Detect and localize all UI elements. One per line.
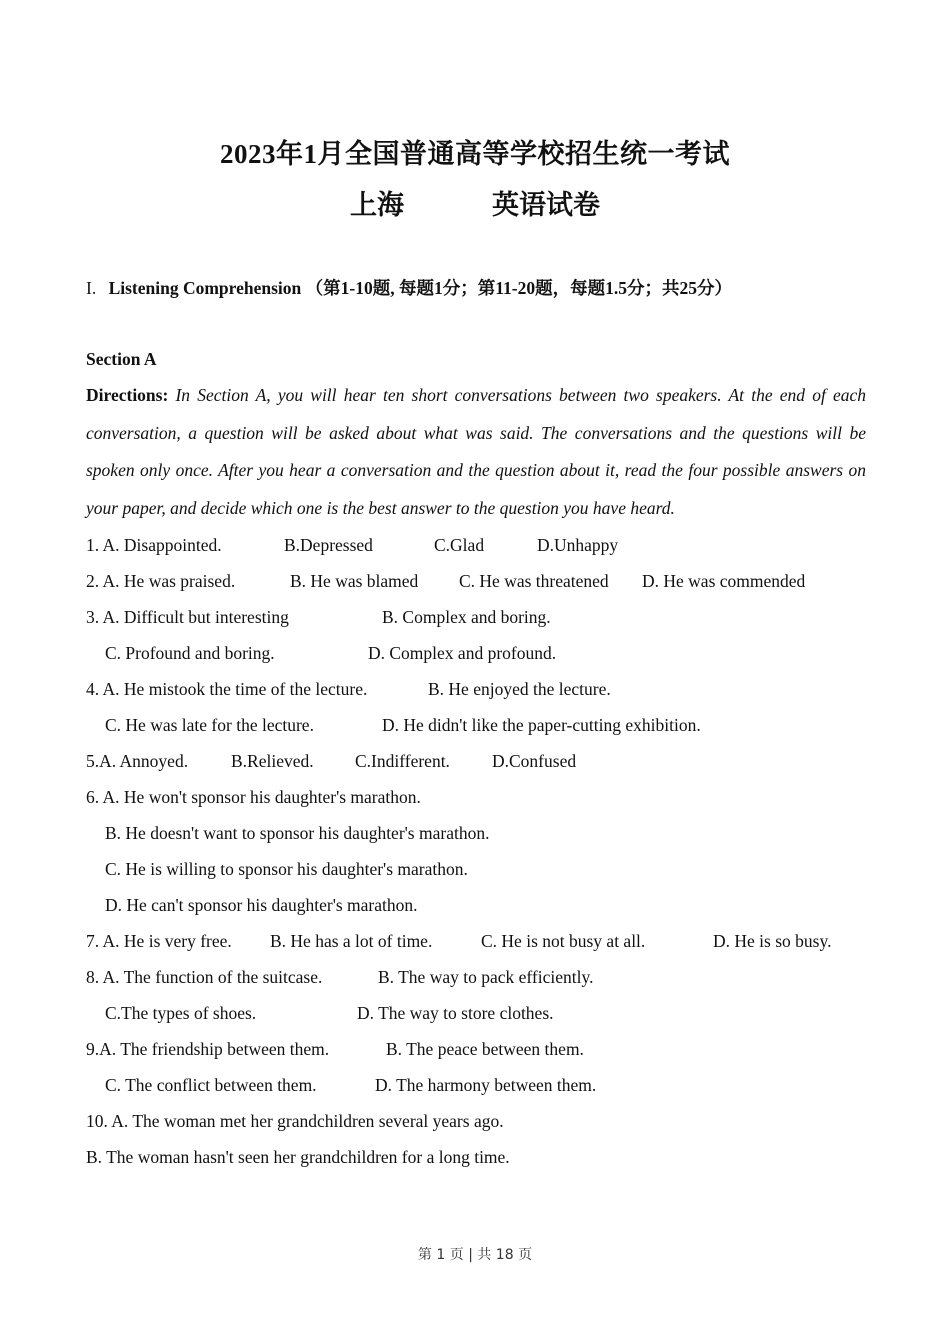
question-6-d: [86, 887, 866, 923]
directions-label: Directions:: [86, 385, 169, 405]
section-number: I.: [86, 278, 97, 298]
question-4: [86, 671, 866, 707]
exam-title: 2023年1月全国普通高等学校招生统一考试: [220, 139, 730, 169]
q5-option-d: D.Confused: [492, 751, 577, 771]
q7-option-c: C. He is not busy at all.: [481, 931, 646, 951]
q8-option-d: D. The way to store clothes.: [357, 1003, 554, 1023]
q6-option-d: D. He can't sponsor his daughter's marathon.: [105, 895, 418, 915]
page-number: 第 1 页: [417, 1247, 464, 1263]
exam-subtitle: [0, 183, 950, 222]
q6-option-a: 6. A. He won't sponsor his daughter's marathon.: [86, 787, 421, 807]
question-6: [86, 779, 866, 815]
q9-option-c: C. The conflict between them.: [105, 1075, 317, 1095]
q8-option-a: 8. A. The function of the suitcase.: [86, 967, 323, 987]
page-total: 共 18 页: [477, 1247, 533, 1263]
q7-option-d: D. He is so busy.: [713, 931, 832, 951]
question-8-cont: [86, 995, 866, 1031]
q1-option-a: 1. A. Disappointed.: [86, 535, 222, 555]
q6-option-c: C. He is willing to sponsor his daughter's marathon.: [105, 859, 468, 879]
q3-option-c: C. Profound and boring.: [105, 643, 275, 663]
q9-option-b: B. The peace between them.: [386, 1039, 584, 1059]
q5-option-a: 5.A. Annoyed.: [86, 751, 189, 771]
question-2: [86, 563, 866, 599]
q8-option-b: B. The way to pack efficiently.: [378, 967, 594, 987]
q4-option-b: B. He enjoyed the lecture.: [428, 679, 611, 699]
q10-option-b: B. The woman hasn't seen her grandchildren for a long time.: [86, 1147, 510, 1167]
page-separator: |: [468, 1247, 473, 1263]
section-name: Listening Comprehension: [108, 278, 302, 298]
q3-option-d: D. Complex and profound.: [368, 643, 557, 663]
q2-option-c: C. He was threatened: [459, 571, 609, 591]
q3-option-a: 3. A. Difficult but interesting: [86, 607, 289, 627]
q2-option-b: B. He was blamed: [290, 571, 419, 591]
q9-option-a: 9.A. The friendship between them.: [86, 1039, 330, 1059]
question-7: [86, 923, 866, 959]
exam-region: 上海: [350, 190, 404, 220]
section-scoring: （第1-10题, 每题1分；第11-20题，每题1.5分；共25分）: [305, 278, 732, 298]
question-10-cont: [86, 1139, 866, 1175]
q4-option-c: C. He was late for the lecture.: [105, 715, 314, 735]
q10-option-a: 10. A. The woman met her grandchildren several years ago.: [86, 1111, 504, 1131]
q7-option-b: B. He has a lot of time.: [270, 931, 433, 951]
q8-option-c: C.The types of shoes.: [105, 1003, 257, 1023]
q2-option-a: 2. A. He was praised.: [86, 571, 236, 591]
question-4-cont: [86, 707, 866, 743]
q3-option-b: B. Complex and boring.: [382, 607, 551, 627]
question-3-cont: [86, 635, 866, 671]
exam-subject: 英语试卷: [492, 190, 600, 220]
q1-option-c: C.Glad: [434, 535, 485, 555]
q1-option-d: D.Unhappy: [537, 535, 619, 555]
q1-option-b: B.Depressed: [284, 535, 373, 555]
question-9-cont: [86, 1067, 866, 1103]
question-1: [86, 527, 866, 563]
q9-option-d: D. The harmony between them.: [375, 1075, 597, 1095]
page-footer: [0, 1244, 950, 1264]
directions-text: In Section A, you will hear ten short conversations between two speakers. At the end of each conversation, a question will be asked about what was said. The conversations and the questions will be spoken only once. After you hear a conversation and the question about it, read the four possible answers on your paper, and decide which one is the best answer to the question you have heard.: [86, 385, 867, 518]
question-3: [86, 599, 866, 635]
q2-option-d: D. He was commended: [642, 571, 806, 591]
question-6-b: [86, 815, 866, 851]
q4-option-d: D. He didn't like the paper-cutting exhibition.: [382, 715, 701, 735]
question-9: [86, 1031, 866, 1067]
directions: [86, 377, 866, 527]
q5-option-b: B.Relieved.: [231, 751, 314, 771]
section-a-label: Section A: [86, 349, 157, 369]
q7-option-a: 7. A. He is very free.: [86, 931, 232, 951]
section-heading: [86, 275, 886, 300]
section-a-content: [86, 341, 866, 1175]
question-8: [86, 959, 866, 995]
q5-option-c: C.Indifferent.: [355, 751, 450, 771]
q6-option-b: B. He doesn't want to sponsor his daughter's marathon.: [105, 823, 490, 843]
q4-option-a: 4. A. He mistook the time of the lecture.: [86, 679, 368, 699]
question-10: [86, 1103, 866, 1139]
question-5: [86, 743, 866, 779]
question-6-c: [86, 851, 866, 887]
